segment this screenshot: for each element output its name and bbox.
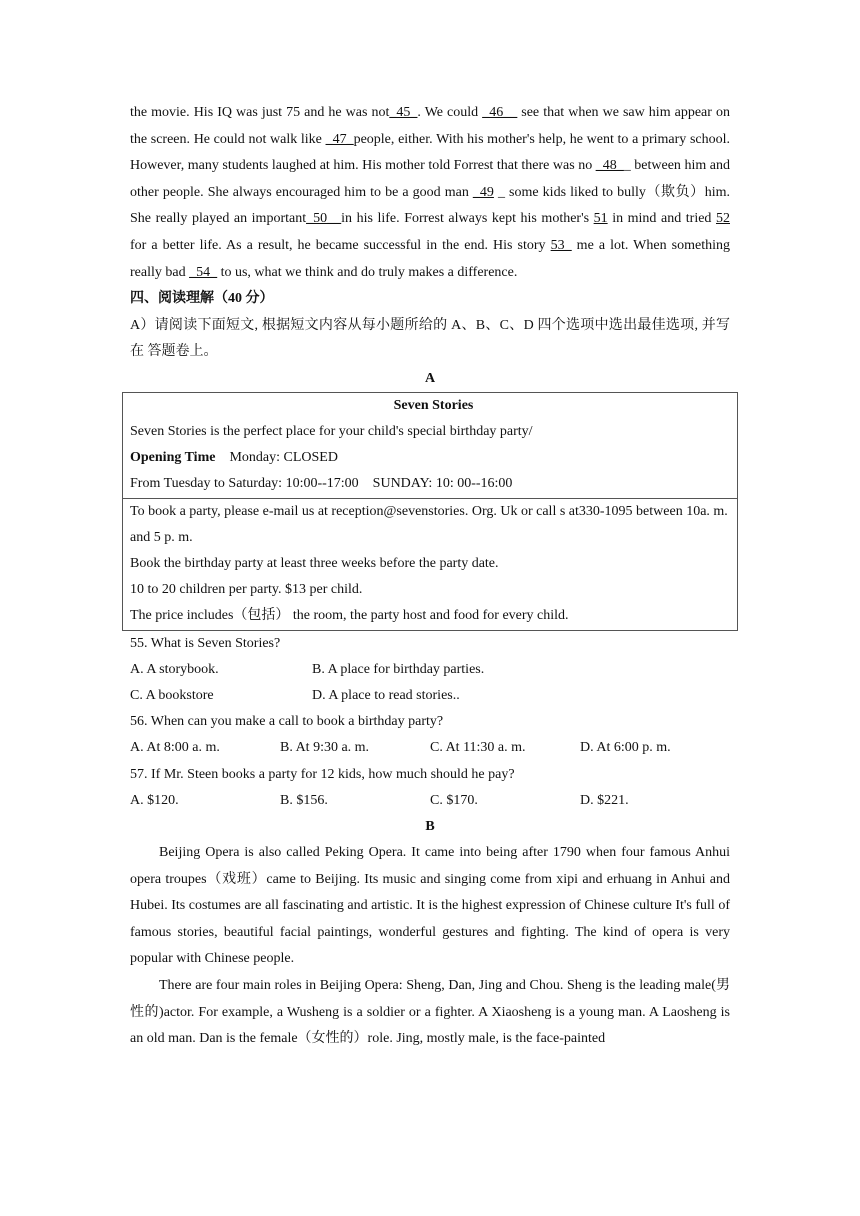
answer-option: B. A place for birthday parties. <box>312 661 485 677</box>
question-stem: 56. When can you make a call to book a birthday party? <box>130 714 444 730</box>
seven-stories-notice <box>122 392 738 631</box>
notice-booking-section <box>123 498 737 630</box>
opening-monday: Monday: CLOSED <box>229 450 338 466</box>
answer-option: C. $170. <box>430 792 478 808</box>
instruction-text: A）请阅读下面短文, 根据短文内容从每小题所给的 A、B、C、D 四个选项中选出最佳选项, 并写在 答题卷上。 <box>130 317 730 360</box>
passage-b-label: B <box>425 819 435 835</box>
passage-b-paragraph: There are four main roles in Beijing Opera: Sheng, Dan, Jing and Chou. Sheng is the leading male(男性的)actor. For example, a Wusheng is a soldier or a fighter. A Xiaosheng is a young man. A Laosheng is an old man. Dan is the female（女性的）role. Jing, mostly male, is the face-painted <box>130 978 730 1047</box>
cloze-blank: _47_ <box>325 131 354 147</box>
cloze-blank: _45_ <box>389 105 418 120</box>
cloze-text: for a better life. As a result, he became successful in the end. His story <box>130 237 551 253</box>
answer-option: A. A storybook. <box>130 661 219 677</box>
answer-option: B. At 9:30 a. m. <box>280 740 370 756</box>
answer-option: D. $221. <box>580 792 629 808</box>
option-row <box>130 657 730 683</box>
cloze-text: _ between him and other people. She always encouraged him to be a good man <box>130 158 730 200</box>
answer-option: C. At 11:30 a. m. <box>430 740 526 756</box>
option-row <box>130 788 730 814</box>
answer-option: B. $156. <box>280 792 328 808</box>
cloze-paragraph <box>130 100 730 286</box>
answer-option: D. A place to read stories.. <box>312 688 460 704</box>
cloze-text: _ some kids liked to bully（欺负）him. She really played an important <box>130 184 730 227</box>
option-row <box>130 683 730 709</box>
question-stem: 55. What is Seven Stories? <box>130 635 281 651</box>
booking-line: The price includes（包括） the room, the party host and food for every child. <box>130 608 569 624</box>
question-list <box>130 631 730 814</box>
booking-line: Book the birthday party at least three weeks before the party date. <box>130 556 499 572</box>
cloze-blank: _46__ <box>482 105 518 120</box>
cloze-text: to us, what we think and do truly makes a difference. <box>217 264 518 280</box>
cloze-text: the movie. His IQ was just 75 and he was not <box>130 105 390 120</box>
answer-option: D. At 6:00 p. m. <box>580 740 671 756</box>
notice-title: Seven Stories <box>393 397 474 413</box>
cloze-text: see that when we saw him appear on the screen. He could not walk like <box>130 105 730 147</box>
notice-intro: Seven Stories is the perfect place for your child's special birthday party/ <box>130 424 533 440</box>
page-content <box>130 100 730 1053</box>
passage-b-paragraph: Beijing Opera is also called Peking Opera. It came into being after 1790 when four famous Anhui opera troupes（戏班）came to Beijing. Its music and singing come from xipi and erhuang in Anhui and Hubei. Its costumes are all fascinating and artistic. It is the highest expression of Chinese culture It's full of famous stories, beautiful facial paintings, wonderful gestures and fighting. The kind of opera is very popular with Chinese people. <box>130 845 730 967</box>
cloze-text: . We could <box>417 105 483 120</box>
question-stem: 57. If Mr. Steen books a party for 12 kids, how much should he pay? <box>130 766 515 782</box>
cloze-blank: 53_ <box>550 237 572 253</box>
cloze-text: in mind and tried <box>607 211 716 227</box>
section-heading: 四、阅读理解（40 分） <box>130 291 274 307</box>
cloze-blank: _48_ <box>595 158 624 174</box>
cloze-text: in his life. Forrest always kept his mother's <box>341 211 594 227</box>
cloze-text: people, either. With his mother's help, he went to a primary school. However, many students laughed at him. His mother told Forrest that there was no <box>130 131 731 174</box>
option-row <box>130 735 730 761</box>
answer-option: A. $120. <box>130 792 179 808</box>
booking-line: To book a party, please e-mail us at reception@sevenstories. Org. Uk or call s at330-1095 between 10a. m. and 5 p. m. <box>130 503 728 545</box>
passage-a-label: A <box>424 370 436 386</box>
booking-line: 10 to 20 children per party. $13 per child. <box>130 582 363 598</box>
cloze-blank: 52 <box>716 211 730 227</box>
notice-header-section <box>123 393 737 498</box>
answer-option: A. At 8:00 a. m. <box>130 740 220 756</box>
opening-time-label: Opening Time <box>130 450 216 466</box>
cloze-blank: 51 <box>593 211 608 227</box>
cloze-text: me a lot. When something really bad <box>130 237 730 280</box>
opening-time-line <box>130 445 737 471</box>
cloze-blank: _54_ <box>189 264 218 280</box>
opening-week: From Tuesday to Saturday: 10:00--17:00 SUNDAY: 10: 00--16:00 <box>130 476 513 492</box>
cloze-blank: _49 <box>472 184 494 200</box>
cloze-blank: _50__ <box>306 211 342 227</box>
answer-option: C. A bookstore <box>130 688 214 704</box>
